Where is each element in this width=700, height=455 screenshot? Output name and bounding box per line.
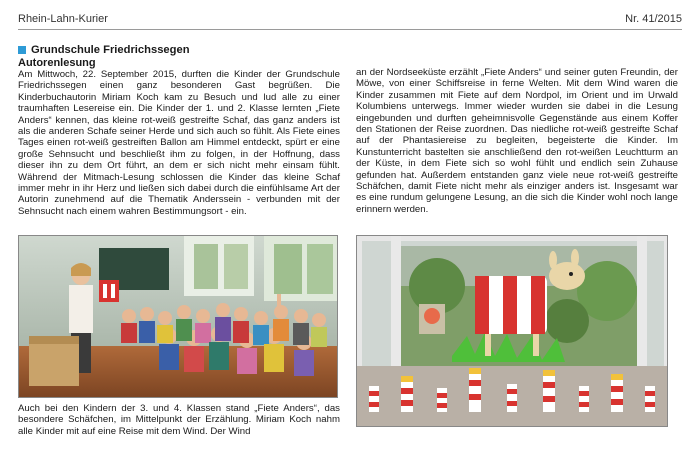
article-paragraph-caption: Auch bei den Kindern der 3. und 4. Klassen stand „Fiete Anders“, das besondere Schäfchen, im Mittelpunkt der Erzählung. Miriam Koch nahm alle Kinder mit auf eine Reise mit dem Wind. Der Wind (18, 403, 340, 437)
classroom-reading-photo (18, 235, 338, 398)
classroom-reading-illustration (19, 236, 338, 398)
page-header (18, 10, 682, 30)
window-artwork-photo (356, 235, 668, 427)
window-artwork-illustration (357, 236, 668, 427)
article-column-left (18, 44, 340, 217)
article-paragraph-left: Am Mittwoch, 22. September 2015, durften die Kinder der Grundschule Friedrichssegen einen ganz besonderen Gast begrüßen. Die Kinderbuchautorin Miriam Koch kam zu Besuch und lud alle zu einer traumhaften Lesereise ein. Die Kinder der 1. und 2. Klasse lernten „Fiete Anders“ kennen, das kleine rot-weiß gestreifte Schaf, das ganz anders ist als die anderen Schafe seiner Herde und sich auch so fühlt. Als Fiete eines Tages einen rot-weiß gestreiften Ballon am Himmel entdeckt, spürt er eine große Sehnsucht und beschließt ihm zu folgen, in der Hoffnung, dass dieser ihn zu dem Ort führt, an dem er sich nicht mehr einsam fühlt. Während der Mitmach-Lesung schlossen die Kinder das kleine Schaf immer mehr in ihr Herz und ließen sich dabei durch die einfühlsame Art der Autorin zunehmend auf die Thematik Anderssein - verbunden mit der Sehnsucht nach einem wahren Bestimmungsort - ein. (18, 69, 340, 217)
article-paragraph-right: an der Nordseeküste erzählt „Fiete Anders“ und seiner guten Freundin, der Möwe, von einer Schiffsreise in ferne Welten. Mit dem Wind waren die Kinder zusammen mit Fiete auf dem Nordpol, im Orient und im Urwald Kolumbiens unterwegs. Immer wieder wurden sie dabei in die Lesung eingebunden und durften geheimnisvolle Gegenstände aus einem Koffer den Stationen der Reise zuordnen. Das niedliche rot-weiß gestreifte Schaf auf der Phantasiereise zu begleiten, begeisterte die Kinder. Im Kunstunterricht bastelten sie anschließend den rot-weißen Leuchtturm an der Küste, in dem Fiete sich so wohl fühlt und endlich sein Zuhause gefunden hat. Außerdem entstanden ganz viele neue rot-weiß gestreifte Schäfchen, damit Fiete nicht mehr als einziger anders ist. Insgesamt war es eine rundum gelungene Lesung, an die sich die Kinder wohl noch lange erinnern werden. (356, 67, 678, 215)
article-kicker (18, 44, 340, 56)
article-caption-column (18, 403, 340, 437)
publication-name: Rhein-Lahn-Kurier (18, 13, 108, 25)
article-subhead: Autorenlesung (18, 57, 96, 69)
square-bullet-icon (18, 46, 26, 54)
article-kicker-text: Grundschule Friedrichssegen (31, 44, 190, 56)
article-column-right (356, 67, 678, 215)
issue-number: Nr. 41/2015 (625, 13, 682, 25)
